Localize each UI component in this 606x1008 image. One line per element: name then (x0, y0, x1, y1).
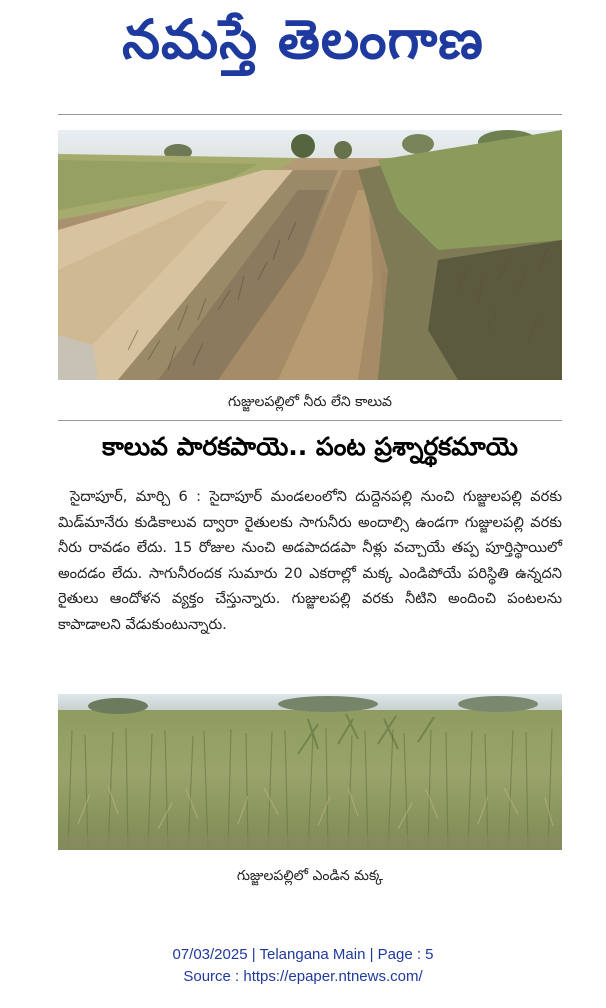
article-body: సైదాపూర్, మార్చి 6 : సైదాపూర్ మండలంలోని దుద్దెనపల్లి నుంచి గుజ్జులపల్లి వరకు మిడ్‌మానేరు కుడికాలువ ద్వారా రైతులకు సాగునీరు అందాల్సి ఉండగా గుజ్జులపల్లి వరకు నీరు రావడం లేదు. 15 రోజుల నుంచి అడపాదడపా నీళ్లు వచ్చాయే తప్ప పూర్తిస్థాయిలో అందడం లేదు. సాగునీరందక సుమారు 20 ఎకరాల్లో మక్క ఎండిపోయే పరిస్థితి ఉన్నదని రైతులు ఆందోళన వ్యక్తం చేస్తున్నారు. గుజ్జులపల్లి వరకు నీటిని అందించి పంటలను కాపాడాలని వేడుకుంటున్నారు. (58, 488, 562, 633)
footer-source: Source : https://epaper.ntnews.com/ (183, 968, 423, 985)
caption-divider (58, 420, 562, 421)
photo2-caption: గుజ్జులపల్లిలో ఎండిన మక్క (236, 868, 384, 884)
footer-date-edition: 07/03/2025 | Telangana Main | Page : 5 (172, 946, 434, 963)
masthead (0, 4, 606, 76)
article-headline: కాలువ పారకపాయె.. పంట ప్రశ్నార్థకమాయె (102, 432, 518, 461)
header-divider (58, 114, 562, 115)
newspaper-logo-title: నమస్తే తెలంగాణ (122, 8, 484, 71)
dry-canal-photo (58, 130, 562, 380)
dried-maize-photo (58, 694, 562, 850)
photo1-caption: గుజ్జులపల్లిలో నీరు లేని కాలువ (227, 394, 393, 410)
